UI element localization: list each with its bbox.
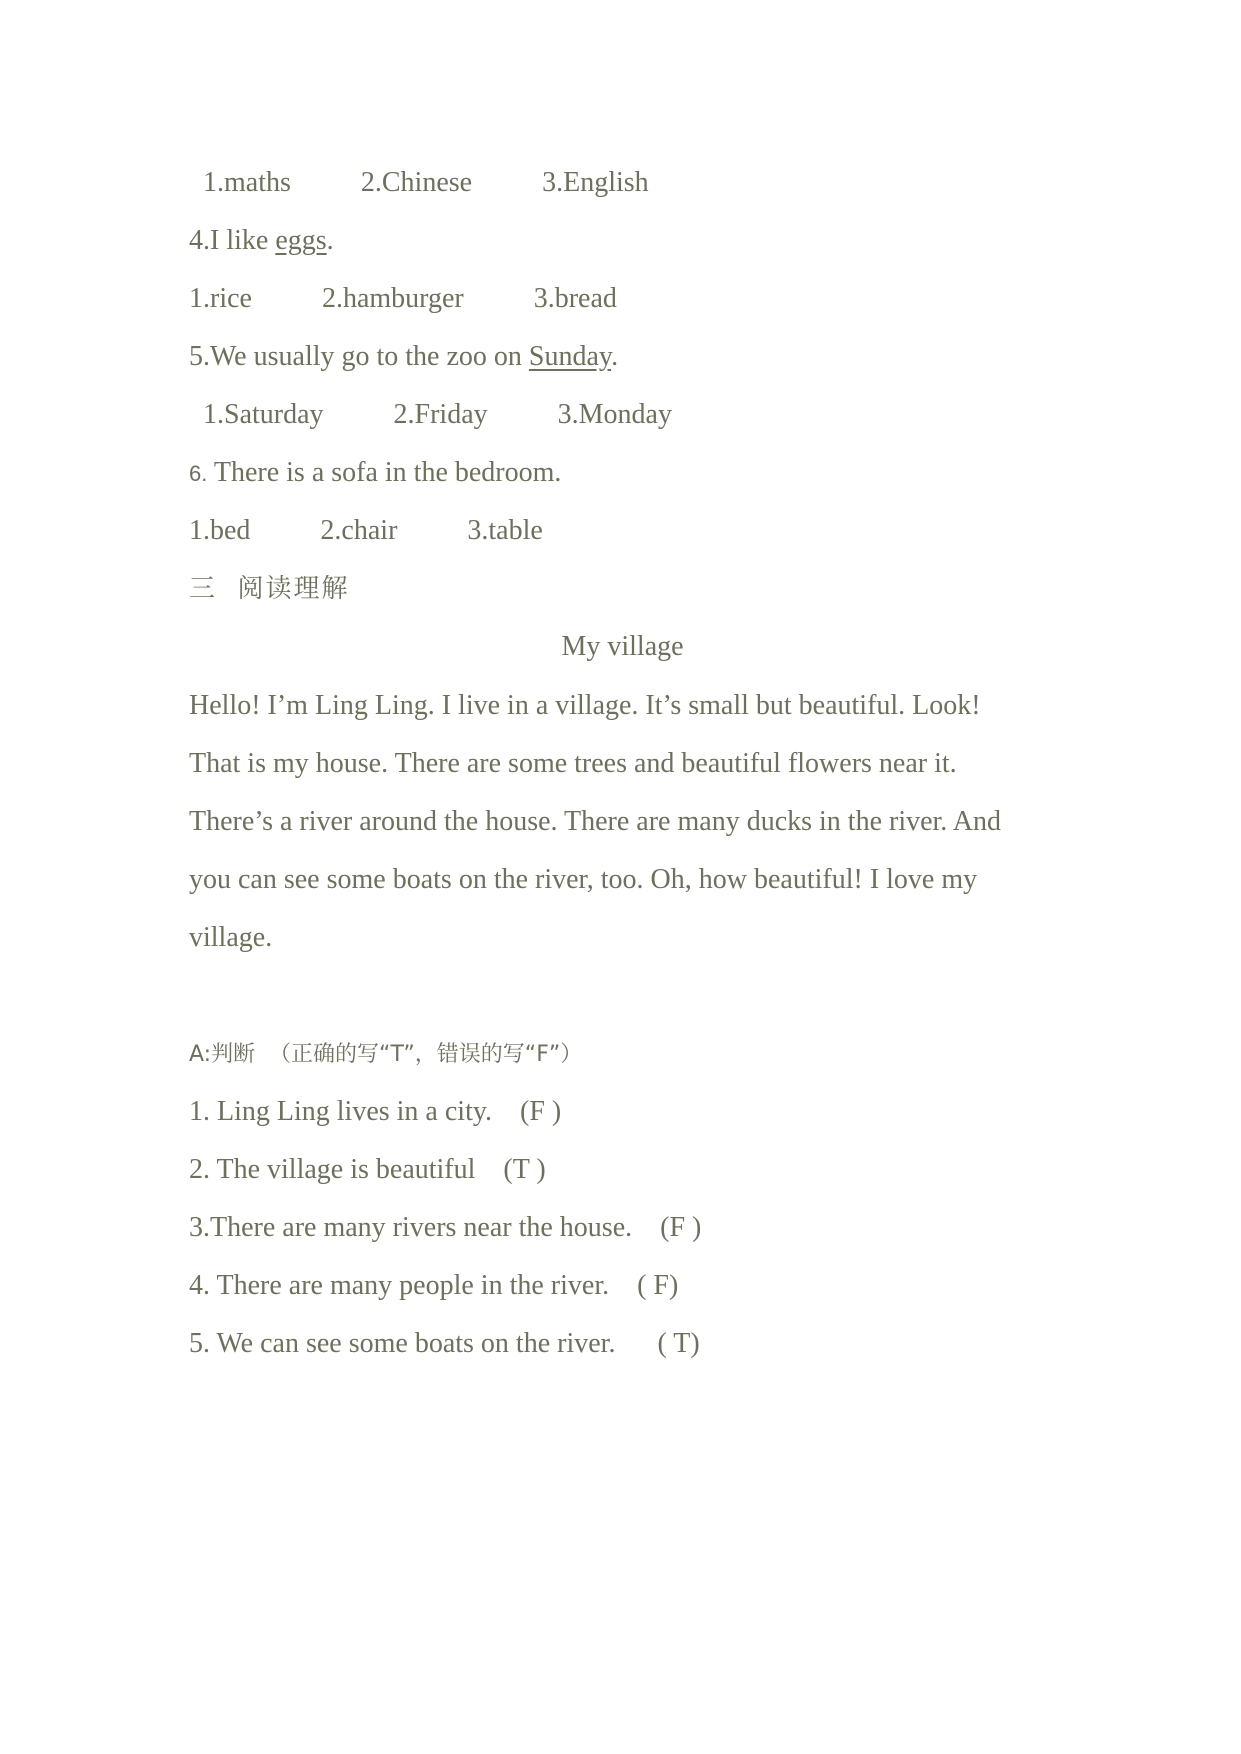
true-false-item: 4. There are many people in the river. ( F)	[189, 1270, 679, 1301]
q6-number: 6.	[189, 461, 208, 486]
passage-line: Hello! I’m Ling Ling. I live in a village. It’s small but beautiful. Look!	[189, 690, 981, 721]
question-5	[189, 340, 618, 374]
q5-text: 5.We usually go to the zoo on	[189, 341, 529, 372]
passage-title: My village	[561, 631, 684, 662]
true-false-item: 5. We can see some boats on the river. ( T)	[189, 1328, 700, 1359]
passage-line: There’s a river around the house. There are many ducks in the river. And	[189, 806, 1001, 837]
true-false-item: 2. The village is beautiful (T )	[189, 1154, 546, 1185]
q3-options: 1.maths 2.Chinese 3.English	[203, 167, 649, 198]
true-false-item: 3.There are many rivers near the house. (F )	[189, 1212, 702, 1243]
passage-line: village.	[189, 922, 273, 953]
question-4	[189, 224, 334, 258]
part-a-label: A:判断 （正确的写“T”，错误的写“F”）	[189, 1042, 583, 1067]
q4-end: .	[326, 225, 334, 256]
section-heading: 三 阅读理解	[189, 574, 350, 604]
true-false-item: 1. Ling Ling lives in a city. (F )	[189, 1096, 562, 1127]
passage-line: you can see some boats on the river, too. Oh, how beautiful! I love my	[189, 864, 978, 895]
q6-text: There is a sofa in the bedroom.	[207, 457, 562, 488]
question-6	[189, 456, 561, 491]
passage-line: That is my house. There are some trees and beautiful flowers near it.	[189, 748, 957, 779]
q4-underlined-word: eggs	[275, 225, 327, 256]
q4-options: 1.rice 2.hamburger 3.bread	[189, 283, 617, 314]
q5-options: 1.Saturday 2.Friday 3.Monday	[203, 399, 672, 430]
q5-underlined-word: Sunday	[528, 341, 612, 372]
q4-text: 4.I like	[189, 225, 276, 256]
q5-end: .	[611, 341, 619, 372]
q6-options: 1.bed 2.chair 3.table	[189, 515, 543, 546]
